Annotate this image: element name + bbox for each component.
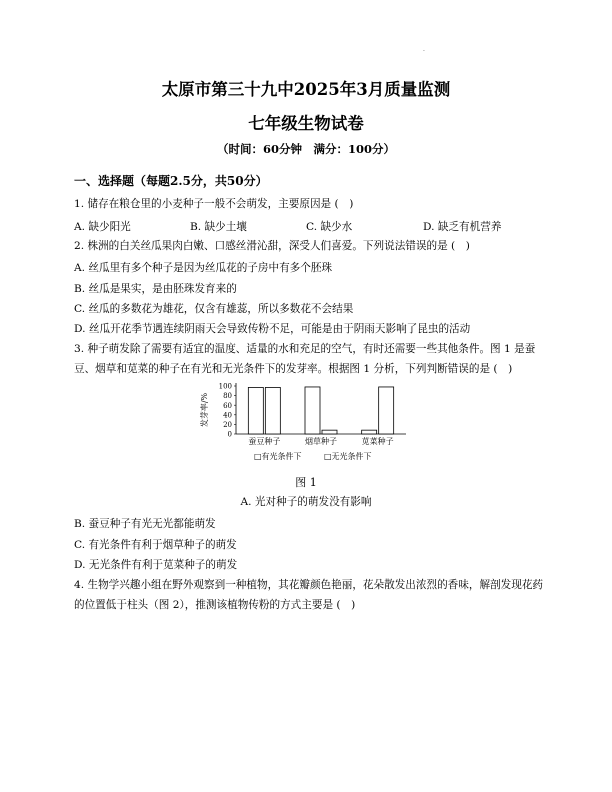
q2-option-a: A. 丝瓜里有多个种子是因为丝瓜花的子房中有多个胚珠 [74,262,333,274]
exam-title: 太原市第三十九中2025年3月质量监测 [161,80,451,99]
legend-light: □有光条件下 [254,452,302,461]
q3-option-c: C. 有光条件有利于烟草种子的萌发 [74,539,237,551]
q3-option-a: A. 光对种子的萌发没有影响 [240,496,372,508]
q3-stem-line2: 豆、烟草和苋菜的种子在有光和无光条件下的发芽率。根据图 1 分析，下列判断错误的是 ( ) [74,363,513,375]
y-tick-label: 60 [223,401,232,410]
bar-light-1 [305,387,320,434]
x-category-label: 蚕豆种子 [248,437,281,446]
figure-caption: 图 1 [295,476,317,489]
q3-stem-line1: 3. 种子萌发除了需要有适宜的温度、适量的水和充足的空气，有时还需要一些其他条件。图 1 是蚕 [74,343,536,355]
section-title: 一、选择题（每题2.5分，共50分） [74,174,268,188]
germination-chart [196,380,416,470]
legend-dark: □无光条件下 [324,452,372,461]
mark-dot: . [423,46,425,53]
q2-option-b: B. 丝瓜是果实，是由胚珠发育来的 [74,283,237,295]
y-tick-label: 100 [218,382,232,391]
bar-dark-1 [322,430,337,434]
y-axis-label: 发芽率/% [200,392,209,428]
y-tick-label: 80 [223,392,232,401]
exam-subtitle: 七年级生物试卷 [248,114,364,133]
bar-dark-0 [265,387,280,434]
exam-meta: （时间：60分钟 满分：100分） [216,142,395,156]
q1-option-d: D. 缺乏有机营养 [423,221,502,233]
q1-option-a: A. 缺少阳光 [74,221,131,233]
y-tick-label: 40 [223,411,232,420]
q1-stem: 1. 储存在粮仓里的小麦种子一般不会萌发，主要原因是 ( ) [74,198,354,210]
q4-stem-line2: 的位置低于柱头（图 2），推测该植物传粉的方式主要是 ( ) [74,599,356,611]
y-tick-label: 0 [227,430,232,439]
x-category-label: 苋菜种子 [361,437,394,446]
q2-option-c: C. 丝瓜的多数花为雄花，仅含有雄蕊，所以多数花不会结果 [74,303,354,315]
q2-stem: 2. 株洲的白关丝瓜果肉白嫩、口感丝滑沁甜，深受人们喜爱。下列说法错误的是 ( ) [74,240,470,252]
q3-option-d: D. 无光条件有利于苋菜种子的萌发 [74,559,238,571]
q3-option-b: B. 蚕豆种子有光无光都能萌发 [74,518,216,530]
q4-stem-line1: 4. 生物学兴趣小组在野外观察到一种植物，其花瓣颜色艳丽，花朵散发出浓烈的香味，解剖发现花药 [74,579,544,591]
q2-option-d: D. 丝瓜开花季节遇连续阴雨天会导致传粉不足，可能是由于阴雨天影响了昆虫的活动 [74,323,471,335]
q1-option-c: C. 缺少水 [306,221,353,233]
bar-light-2 [362,430,377,434]
bar-light-0 [248,387,263,434]
q1-option-b: B. 缺少土壤 [190,221,247,233]
y-tick-label: 20 [223,421,232,429]
bar-dark-2 [379,387,394,434]
x-category-label: 烟草种子 [305,437,337,446]
